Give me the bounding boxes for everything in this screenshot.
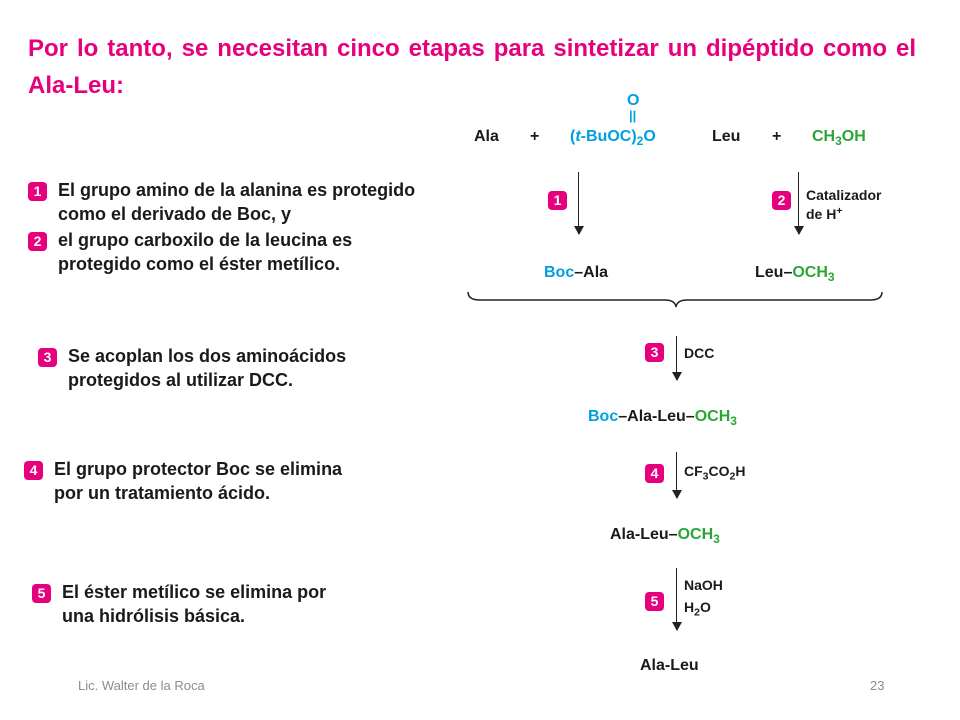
step-3-line1: Se acoplan los dos aminoácidos [68, 346, 347, 366]
step-4-badge: 4 [24, 461, 43, 480]
step-4-line2: por un tratamiento ácido. [54, 483, 271, 503]
step-3 [38, 344, 346, 392]
scheme-badge-3: 3 [645, 343, 664, 362]
step-1-line2: como el derivado de Boc, y [58, 204, 292, 224]
product-leu-ome: Leu–$OCH_3$ [755, 264, 835, 285]
footer-author: Lic. Walter de la Roca [78, 678, 205, 693]
arrow-step-3 [676, 336, 677, 380]
boc-anhydride-carbonyl-o: O [627, 92, 640, 109]
reactant-boc-anhydride: $(t-BuOC)_2O$ [570, 128, 656, 149]
step-1-line1: El grupo amino de la alanina es protegido [58, 180, 416, 200]
product-boc-ala: Boc–Ala [544, 264, 609, 281]
grouping-brace [460, 288, 890, 310]
step-4 [24, 457, 342, 505]
boc-anhydride-double-bond: || [629, 108, 637, 123]
arrow-step-5 [676, 568, 677, 630]
step-2-badge: 2 [28, 232, 47, 251]
step-5 [32, 580, 326, 628]
plus-sign-1: + [530, 128, 540, 145]
step-5-badge: 5 [32, 584, 51, 603]
arrow-step-2 [798, 172, 799, 234]
scheme-badge-2: 2 [772, 191, 791, 210]
scheme-badge-5: 5 [645, 592, 664, 611]
reactant-methanol: $CH_3OH$ [812, 128, 866, 149]
plus-sign-2: + [772, 128, 782, 145]
reagent-acid-catalyst: Catalizador de H+ [806, 187, 882, 222]
product-ala-leu: Ala-Leu [640, 657, 699, 674]
step-1 [28, 178, 415, 226]
step-4-line1: El grupo protector Boc se elimina [54, 459, 343, 479]
reagent-naoh-h2o: NaOH $H_2O$ [684, 577, 723, 619]
reagent-dcc: DCC [684, 345, 715, 361]
scheme-badge-1: 1 [548, 191, 567, 210]
step-3-line2: protegidos al utilizar DCC. [68, 370, 294, 390]
reagent-tfa: $CF_3CO_2H$ [684, 463, 746, 483]
reactant-ala: Ala [474, 128, 499, 145]
arrow-step-4 [676, 452, 677, 498]
product-protected-dipeptide: Boc–$Ala-Leu-OCH_3$ [588, 408, 737, 429]
step-5-line1: El éster metílico se elimina por [62, 582, 327, 602]
slide-title: Por lo tanto, se necesitan cinco etapas para sintetizar un dipéptido como el Ala-Leu: [28, 35, 916, 99]
step-2 [28, 228, 352, 276]
step-5-line2: una hidrólisis básica. [62, 606, 246, 626]
reactant-leu: Leu [712, 128, 741, 145]
arrow-step-1 [578, 172, 579, 234]
scheme-badge-4: 4 [645, 464, 664, 483]
step-2-line2: protegido como el éster metílico. [58, 254, 341, 274]
step-3-badge: 3 [38, 348, 57, 367]
step-2-line1: el grupo carboxilo de la leucina es [58, 230, 353, 250]
footer-page-number: 23 [870, 678, 885, 693]
step-1-badge: 1 [28, 182, 47, 201]
product-dipeptide-methyl-ester: Ala-$Leu-OCH_3$ [610, 526, 720, 547]
